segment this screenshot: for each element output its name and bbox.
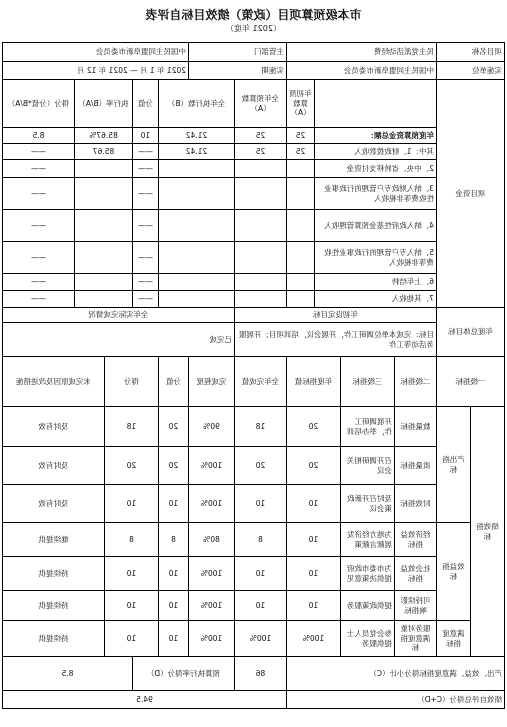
goals-actual-text: 已完成: [3, 323, 235, 357]
exec-score-value: 8.5: [3, 657, 133, 691]
goals-content-row: [3, 323, 505, 357]
unit-label: 实施单位: [437, 62, 505, 80]
funds-blank-header: [315, 80, 437, 128]
dept-label: 主管部门: [189, 43, 287, 62]
indicator-row: 社会效益指标 为市委市政府提供决策意见 10 10 100% 10 10 持续提供: [3, 557, 505, 591]
col-plan: 年初预算数（A）: [287, 80, 315, 128]
fund-row: 其中：1、财政拨款收入 25 25 21.42 —— 85.67 ——: [3, 144, 505, 160]
indicator-row: 满意度指标 服务对象满意度指标 参会党员人士提供服务 100% 100% 100% 10 10 持续提供: [3, 621, 505, 657]
indicator-header-row: [3, 357, 505, 407]
project-name-label: 项目名称: [437, 43, 505, 62]
goals-section-label: 年度总体目标: [437, 308, 505, 357]
goals-plan-label: 年初设定目标: [235, 308, 437, 323]
goals-plan-text: 目标：完成本单位调研工作，开展会议，培训项目；开展服务活动等工作: [235, 323, 437, 357]
fund-row: 5、纳入专户管理的行政事业性收费等非税收入 —— ——: [3, 242, 505, 274]
total-row: [3, 691, 505, 709]
ind-h-reason: 未完成原因及改进措施: [3, 357, 105, 407]
ind-h-level2: 二级指标: [395, 357, 437, 407]
ind-h-actual: 全年完成值: [235, 357, 287, 407]
header-row-1: [3, 43, 505, 62]
dept-value: 中国民主同盟阜新市委员会: [3, 43, 189, 62]
page-title: 市本级预算项目（政策）绩效目标自评表: [145, 8, 362, 22]
ind-h-level1: 一级指标: [437, 357, 505, 407]
header-row-2: [3, 62, 505, 80]
funds-section-label: 项目资金: [437, 80, 505, 308]
indicator-row: 可持续影响指标 提供政策服务 10 10 100% 10 10 持续提供: [3, 591, 505, 621]
indicator-row: 时效指标 及时召开新政策会议 10 10 100% 10 10 及时有效: [3, 485, 505, 523]
ind-h-level3: 三级指标: [341, 357, 395, 407]
goals-actual-label: 全年实际完成情况: [3, 308, 235, 323]
total-label: 绩效自评总得分（C+D）: [287, 691, 505, 709]
col-got: 得分（分值*B/A）: [3, 80, 75, 128]
evaluation-table: [2, 42, 505, 709]
ind-h-score: 分值: [159, 357, 189, 407]
exec-score-label: 预算执行率得分（D）: [133, 657, 235, 691]
fund-row: 7、其他收入 —— ——: [3, 291, 505, 308]
indicator-row: 效益指标 经济效益指标 为地方经济发展献言献策 10 8 80% 8 8 继续提供: [3, 523, 505, 557]
unit-value: 中国民主同盟阜新市委员会: [287, 62, 437, 80]
indicators-section-label: 绩效指标: [471, 407, 505, 657]
goals-header-row: [3, 308, 505, 323]
col-score: 分值: [133, 80, 159, 128]
period-value: 2021 年 1 月 — 2021 年 12 月: [3, 62, 189, 80]
fund-row: 2、中央、省转移支付资金 —— ——: [3, 160, 505, 178]
page-subtitle: （2021 年度）: [226, 24, 281, 33]
period-label: 实施期: [189, 62, 287, 80]
indicator-row: 质量指标 召开调研相关会议 20 20 100% 20 20 及时有效: [3, 447, 505, 485]
total-value: 94.5: [3, 691, 287, 709]
ind-h-got: 得分: [105, 357, 159, 407]
ind-h-target: 年度指标值: [287, 357, 341, 407]
col-exec: 全年执行数（B）: [159, 80, 235, 128]
ind-h-degree: 完成程度: [189, 357, 235, 407]
subtotal-label: 产出、效益、满意度指标得分小计（C）: [287, 657, 505, 691]
project-name: 民主党派活动经费: [287, 43, 437, 62]
col-full-budget: 全年预算数（A）: [235, 80, 287, 128]
indicator-row: 绩效指标 产出指标 数量指标 开展调研工作，举办培训 20 18 90% 20 18 及时有效: [3, 407, 505, 447]
fund-row: 4、纳入政府性基金预算管理收入 —— ——: [3, 210, 505, 242]
funds-header-row: [3, 80, 505, 128]
fund-row: 年度预算资金总额： 25 25 21.42 10 85.67% 8.5: [3, 128, 505, 144]
fund-row: 6、上年结转 —— ——: [3, 274, 505, 291]
subtotal-row: [3, 657, 505, 691]
fund-row: 3、纳入财政专户管理的行政事业性收费等非税收入 —— ——: [3, 178, 505, 210]
col-rate: 执行率（B/A）: [75, 80, 133, 128]
subtotal-value: 86: [235, 657, 287, 691]
